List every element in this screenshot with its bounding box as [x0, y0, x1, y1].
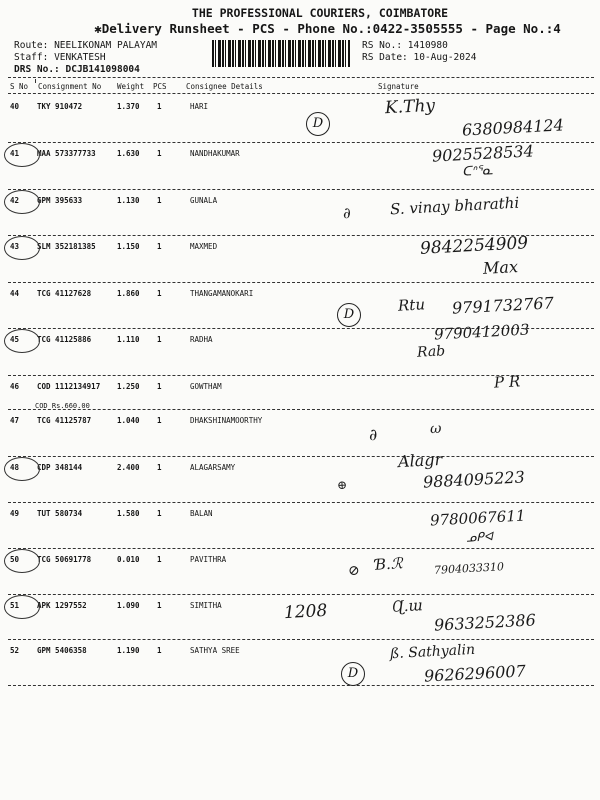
row-consignment: TCG 41127628	[37, 289, 92, 298]
row-sno: 50	[10, 555, 20, 564]
rs-date-label: RS Date:	[362, 52, 408, 63]
circled-number-mark	[4, 190, 40, 214]
row-consignment: TCG 50691778	[37, 555, 92, 564]
row-pcs: 1	[157, 149, 162, 158]
rs-no-label: RS No.:	[362, 40, 403, 51]
phone-45: 9790412003	[433, 320, 530, 344]
row-weight: 1.110	[117, 335, 140, 344]
row-sno: 43	[10, 242, 20, 251]
row-consignment: COD 1112134917	[37, 382, 101, 391]
row-sno: 48	[10, 463, 20, 472]
row-weight: 0.010	[117, 555, 140, 564]
col-consignment: Consignment No	[38, 82, 102, 91]
row-pcs: 1	[157, 646, 162, 655]
row-divider	[8, 685, 594, 686]
route-line	[14, 40, 157, 51]
row-pcs: 1	[157, 509, 162, 518]
row-consignment: MAA 573377733	[37, 149, 96, 158]
row-weight: 1.370	[117, 102, 140, 111]
drs-label: DRS No.:	[14, 64, 60, 75]
rs-no-line	[362, 40, 448, 51]
report-subtitle	[55, 21, 600, 36]
row-consignee: DHAKSHINAMOORTHY	[190, 416, 263, 425]
mark-50: ⊘	[347, 562, 361, 580]
row-weight: 1.250	[117, 382, 140, 391]
col-pcs: PCS	[153, 82, 167, 91]
row-consignee: ALAGARSAMY	[190, 463, 236, 472]
phone-44: 9791732767	[451, 293, 555, 318]
delivered-stamp: D	[341, 662, 365, 686]
circled-number-mark	[4, 329, 40, 353]
phone-43: 9842254909	[419, 233, 529, 259]
row-sno: 47	[10, 416, 20, 425]
sig-47: ω	[429, 420, 442, 438]
phone-51: 9633252386	[433, 610, 537, 635]
sig-45: Rab	[416, 343, 446, 361]
row-weight: 1.150	[117, 242, 140, 251]
row-weight: 1.860	[117, 289, 140, 298]
delivered-stamp: D	[306, 112, 330, 136]
row-consignee: BALAN	[190, 509, 213, 518]
sig-46: P R	[493, 372, 521, 392]
row-pcs: 1	[157, 601, 162, 610]
row-pcs: 1	[157, 242, 162, 251]
col-consignee: Consignee Details	[186, 82, 263, 91]
row-consignee: MAXMED	[190, 242, 218, 251]
staff-label: Staff:	[14, 52, 49, 63]
sig-49: ᓄᑭᐊ	[465, 529, 494, 545]
row-sno: 49	[10, 509, 20, 518]
row-consignment: GPM 5406358	[37, 646, 87, 655]
row-consignee: GUNALA	[190, 196, 218, 205]
row-consignment: TCG 41125886	[37, 335, 92, 344]
row-pcs: 1	[157, 382, 162, 391]
phone-41: 9025528534	[431, 141, 535, 166]
row-weight: 2.400	[117, 463, 140, 472]
row-consignee: GOWTHAM	[190, 382, 222, 391]
row-weight: 1.090	[117, 601, 140, 610]
mark-47: ∂	[368, 424, 378, 445]
drs-line	[14, 64, 140, 75]
delivered-stamp: D	[337, 303, 361, 327]
circled-number-mark	[4, 236, 40, 260]
row-weight: 1.130	[117, 196, 140, 205]
row-consignment: TKY 910472	[37, 102, 83, 111]
row-sno: 45	[10, 335, 20, 344]
row-pcs: 1	[157, 463, 162, 472]
row-pcs: 1	[157, 289, 162, 298]
sig-40: K.Thy	[384, 95, 436, 119]
sig-51: Ɋ.ɯ	[391, 596, 424, 616]
row-sno: 51	[10, 601, 20, 610]
col-weight: Weight	[117, 82, 145, 91]
sig-50: Ɓ.ℛ	[374, 554, 404, 574]
row-consignee: THANGAMANOKARI	[190, 289, 254, 298]
row-sno: 42	[10, 196, 20, 205]
sig-41: ᑕᐢᕐᓇ	[461, 163, 494, 180]
header-divider	[8, 77, 594, 78]
route-label: Route:	[14, 40, 49, 51]
row-consignment: TCG 41125787	[37, 416, 92, 425]
row-weight: 1.190	[117, 646, 140, 655]
row-sno: 41	[10, 149, 20, 158]
row-consignment: APK 1297552	[37, 601, 87, 610]
table-row	[0, 410, 600, 456]
sparkle-icon: ✱	[94, 21, 102, 36]
row-sno: 52	[10, 646, 20, 655]
row-sno: 44	[10, 289, 20, 298]
circled-number-mark	[4, 457, 40, 481]
rs-date-line	[362, 52, 476, 63]
staff-line	[14, 52, 106, 63]
barcode	[212, 40, 350, 67]
column-divider	[35, 79, 36, 83]
row-pcs: 1	[157, 335, 162, 344]
row-weight: 1.630	[117, 149, 140, 158]
sig-42: S. vinay bharathi	[389, 193, 520, 219]
staff-value: VENKATESH	[54, 52, 106, 63]
row-pcs: 1	[157, 416, 162, 425]
route-value: NEELIKONAM PALAYAM	[54, 40, 158, 51]
col-sno: S No	[10, 82, 29, 91]
phone-48: 9884095223	[422, 467, 526, 492]
sig-52: ß. Sathyalin	[389, 641, 476, 663]
report-title: THE PROFESSIONAL COURIERS, COIMBATORE	[191, 6, 449, 20]
row-consignee: SATHYA SREE	[190, 646, 240, 655]
row-cod-amount: COD Rs.660.00	[35, 402, 90, 410]
mark-42: ∂	[342, 203, 352, 223]
row-pcs: 1	[157, 196, 162, 205]
row-consignee: SIMITHA	[190, 601, 222, 610]
sig-44: Rtu	[397, 295, 426, 315]
row-pcs: 1	[157, 555, 162, 564]
row-consignment: TUT 580734	[37, 509, 83, 518]
row-consignee: NANDHAKUMAR	[190, 149, 240, 158]
subtitle-text: Delivery Runsheet - PCS - Phone No.:0422-3505555 - Page No.:4	[101, 21, 561, 36]
circled-number-mark	[4, 143, 40, 167]
phone-52: 9626296007	[423, 661, 527, 686]
row-weight: 1.580	[117, 509, 140, 518]
row-consignment: CDP 348144	[37, 463, 83, 472]
circled-number-mark	[4, 549, 40, 573]
row-sno: 46	[10, 382, 20, 391]
row-sno: 40	[10, 102, 20, 111]
row-consignee: RADHA	[190, 335, 213, 344]
phone-50: 7904033310	[433, 560, 505, 577]
phone-40: 6380984124	[461, 115, 565, 140]
row-consignment: SLM 352181385	[37, 242, 96, 251]
row-consignee: PAVITHRA	[190, 555, 227, 564]
rs-no-value: 1410980	[407, 40, 448, 51]
circled-number-mark	[4, 595, 40, 619]
row-weight: 1.040	[117, 416, 140, 425]
sig-48: Alagr	[397, 449, 443, 472]
row-pcs: 1	[157, 102, 162, 111]
table-row	[0, 549, 600, 595]
mark-48: ⊕	[336, 477, 348, 493]
note-51: 1208	[283, 600, 328, 624]
rs-date-value: 10-Aug-2024	[413, 52, 477, 63]
drs-value: DCJB141098004	[65, 64, 140, 75]
column-header-divider	[8, 93, 594, 94]
row-consignment: GPM 395633	[37, 196, 83, 205]
sig-43: Max	[482, 257, 519, 278]
row-consignee: HARI	[190, 102, 209, 111]
phone-49: 9780067611	[429, 506, 526, 530]
col-signature: Signature	[378, 82, 419, 91]
